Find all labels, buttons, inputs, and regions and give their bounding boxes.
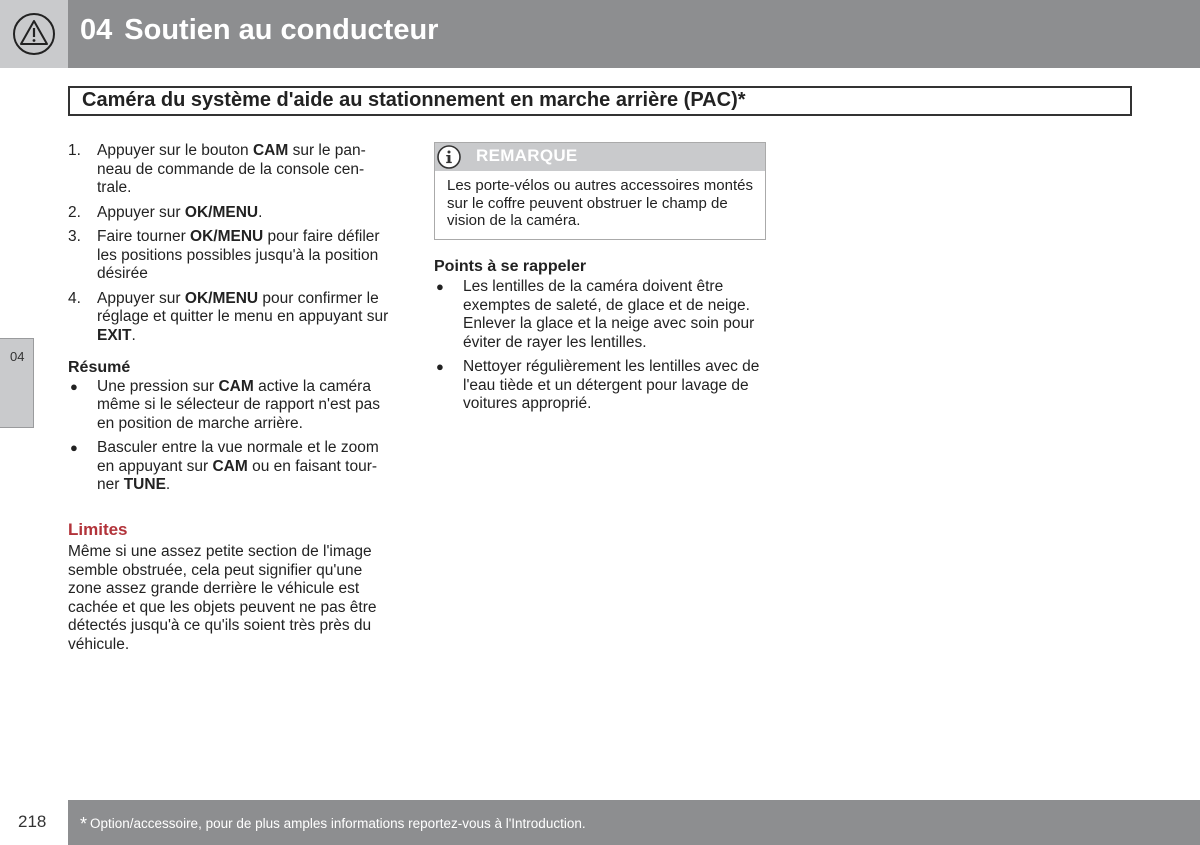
footnote-star: * bbox=[80, 814, 88, 834]
list-item bbox=[434, 278, 766, 352]
bullet-text: Basculer entre la vue normale et le zoom en appuyant sur bbox=[97, 439, 379, 475]
step-keyword: EXIT bbox=[97, 326, 132, 344]
chapter-side-tab bbox=[0, 338, 34, 428]
list-item bbox=[68, 439, 398, 495]
footer-note bbox=[80, 814, 586, 835]
chapter-header bbox=[0, 0, 1200, 68]
points-heading: Points à se rappeler bbox=[434, 257, 587, 275]
step-text: pour confirmer le réglage et quitter le menu en appuyant sur bbox=[97, 289, 389, 325]
step-number: 1. bbox=[68, 142, 81, 159]
footer-bar bbox=[68, 800, 1200, 845]
limites-text: Même si une assez petite section de l'image semble obstruée, cela peut signifier qu'une zone assez grande derrière le véhicule est cachée et que les objets peuvent ne pas être détectés jusqu'à ce qu'ils soient très près du véhicule. bbox=[68, 543, 377, 653]
step-text: . bbox=[258, 203, 263, 221]
step-keyword: CAM bbox=[252, 142, 289, 159]
left-column bbox=[68, 142, 398, 654]
bullet-text: ou en faisant tour-ner bbox=[97, 457, 378, 493]
note-text: Les porte-vélos ou autres accessoires montés sur le coffre peuvent obstruer le champ de vision de la caméra. bbox=[447, 177, 753, 229]
bullet-text: Une pression sur bbox=[97, 377, 219, 395]
header-icon-box bbox=[0, 0, 68, 68]
points-list bbox=[434, 278, 766, 414]
bullet-dot: ● bbox=[436, 279, 444, 294]
list-item bbox=[68, 228, 398, 284]
list-item bbox=[68, 290, 398, 346]
step-text: Appuyer sur bbox=[97, 203, 185, 221]
side-tab-label: 04 bbox=[10, 349, 25, 364]
section-title: Caméra du système d'aide au stationnement en marche arrière (PAC)* bbox=[82, 89, 746, 111]
bullet-dot: ● bbox=[436, 359, 444, 374]
footer-text: Option/accessoire, pour de plus amples informations reportez-vous à l'Introduction. bbox=[90, 816, 586, 831]
list-item bbox=[68, 204, 398, 223]
info-icon bbox=[437, 145, 461, 169]
step-number: 3. bbox=[68, 228, 81, 245]
chapter-title-text: Soutien au conducteur bbox=[124, 14, 439, 46]
step-number: 2. bbox=[68, 203, 81, 221]
note-header bbox=[435, 143, 765, 171]
bullet-keyword: CAM bbox=[212, 457, 248, 475]
bullet-keyword: CAM bbox=[218, 377, 254, 395]
note-label: REMARQUE bbox=[476, 146, 578, 165]
step-text: Faire tourner bbox=[97, 228, 191, 245]
list-item bbox=[434, 358, 766, 414]
step-text: . bbox=[131, 326, 136, 344]
step-keyword: OK/MENU bbox=[190, 228, 264, 245]
list-item bbox=[68, 378, 398, 434]
step-keyword: OK/MENU bbox=[184, 203, 259, 221]
note-box bbox=[434, 142, 766, 240]
bullet-dot: ● bbox=[70, 440, 78, 455]
list-item bbox=[68, 142, 398, 198]
bullet-text: active la caméra même si le sélecteur de rapport n'est pas en position de marche arrière. bbox=[97, 377, 380, 432]
steps-list bbox=[68, 142, 398, 345]
step-text: Appuyer sur bbox=[97, 289, 185, 307]
limites-heading: Limites bbox=[68, 519, 128, 539]
chapter-title bbox=[80, 14, 438, 47]
bullet-text: Les lentilles de la caméra doivent être exemptes de saleté, de glace et de neige. Enlever la glace et la neige avec soin pour éviter de rayer les lentilles. bbox=[463, 278, 755, 351]
bullet-text: Nettoyer régulièrement les lentilles avec de l'eau tiède et un détergent pour lavage de voitures approprié. bbox=[463, 358, 760, 412]
page-number: 218 bbox=[18, 812, 47, 831]
step-text: sur le pan-neau de commande de la console cen-trale. bbox=[97, 142, 366, 196]
step-keyword: OK/MENU bbox=[184, 289, 259, 307]
resume-list bbox=[68, 378, 398, 495]
step-text: Appuyer sur le bouton bbox=[97, 142, 253, 159]
middle-column bbox=[434, 142, 766, 420]
bullet-keyword: TUNE bbox=[123, 476, 166, 493]
bullet-text: . bbox=[165, 476, 171, 493]
bullet-dot: ● bbox=[70, 378, 78, 394]
step-text: pour faire défiler les positions possibles jusqu'à la position désirée bbox=[97, 228, 380, 282]
warning-triangle-icon bbox=[12, 12, 56, 56]
step-number: 4. bbox=[68, 289, 81, 307]
chapter-number: 04 bbox=[80, 14, 113, 46]
section-title-box bbox=[68, 86, 1132, 116]
resume-heading: Résumé bbox=[68, 359, 131, 376]
